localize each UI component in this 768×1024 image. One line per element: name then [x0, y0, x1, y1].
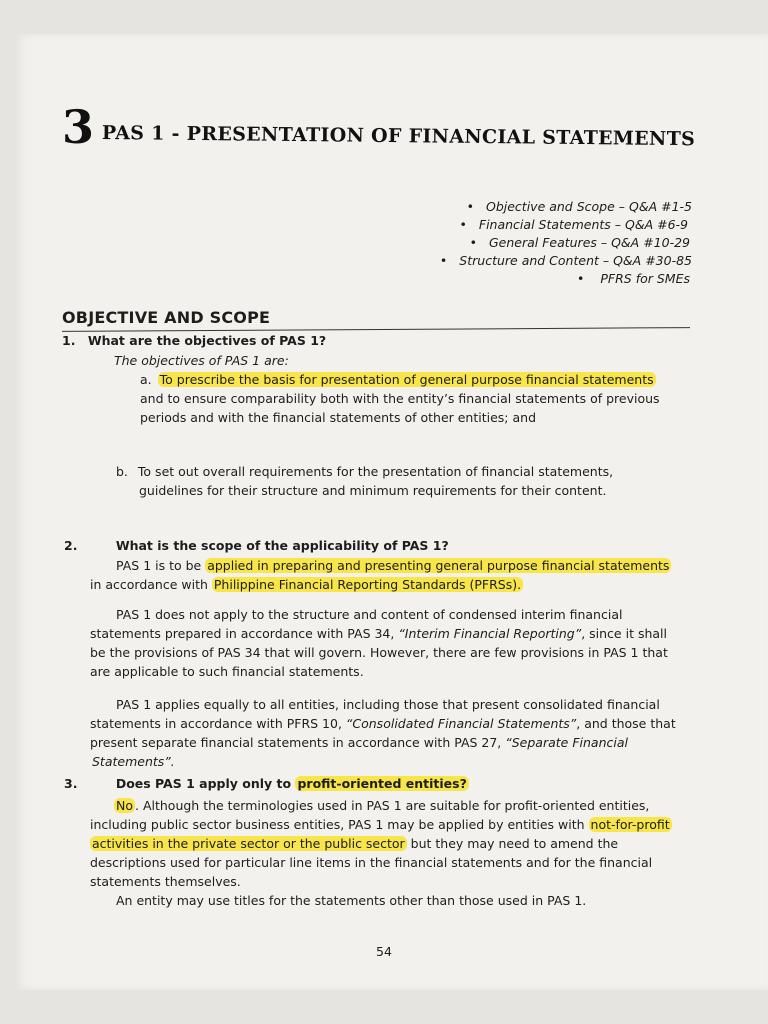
topic-item: • Structure and Content – Q&A #30-85: [439, 253, 692, 268]
item-marker: b.: [116, 464, 128, 479]
bullet-icon: •: [459, 217, 467, 232]
chapter-title: PAS 1 - PRESENTATION OF FINANCIAL STATEMENTS: [101, 122, 696, 151]
paragraph-line: statements themselves.: [90, 874, 241, 889]
chapter-number: 3: [62, 100, 95, 154]
paragraph-line: be the provisions of PAS 34 that will govern. However, there are few provisions in PAS 1 that: [90, 645, 668, 660]
question-1: [62, 333, 326, 348]
answer-item-a-line2: and to ensure comparability both with the entity’s financial statements of previous: [140, 391, 660, 406]
paragraph-line: PAS 1 is to be applied in preparing and presenting general purpose financial statements: [116, 558, 670, 573]
paragraph-line: No . Although the terminologies used in PAS 1 are suitable for profit-oriented entities,: [116, 798, 650, 813]
question-3: [64, 776, 469, 791]
paragraph-line: PAS 1 applies equally to all entities, including those that present consolidated financial: [116, 697, 660, 712]
question-2: [64, 538, 449, 553]
paragraph-line: statements in accordance with PFRS 10, “Consolidated Financial Statements”, and those that: [90, 716, 676, 731]
paragraph-line: statements prepared in accordance with PAS 34, “Interim Financial Reporting”, since it shall: [90, 626, 667, 641]
question-text: What are the objectives of PAS 1?: [87, 333, 327, 348]
paragraph-line: in accordance with Philippine Financial Reporting Standards (PFRSs).: [90, 577, 522, 592]
highlighted-text: To prescribe the basis for presentation of general purpose financial statements: [159, 372, 654, 387]
topic-item: • General Features – Q&A #10-29: [469, 235, 690, 250]
bullet-icon: •: [469, 235, 477, 250]
highlighted-text: activities in the private sector or the public sector: [92, 836, 405, 851]
question-text: What is the scope of the applicability of PAS 1?: [115, 538, 449, 553]
topic-item: • Financial Statements – Q&A #6-9: [459, 217, 688, 232]
item-marker: a.: [140, 372, 152, 387]
question-number: 1.: [62, 333, 76, 348]
bullet-icon: •: [439, 253, 448, 268]
topic-item: • Objective and Scope – Q&A #1-5: [466, 199, 692, 214]
question-text: Does PAS 1 apply only to: [115, 776, 296, 791]
paragraph-line: An entity may use titles for the statements other than those used in PAS 1.: [116, 893, 587, 908]
highlighted-text: No: [116, 798, 133, 813]
bullet-icon: •: [466, 199, 474, 214]
answer-intro: The objectives of PAS 1 are:: [114, 353, 289, 368]
topic-item: • PFRS for SMEs: [577, 271, 690, 286]
answer-item-a: [140, 370, 656, 389]
paragraph-line: Statements”.: [92, 754, 175, 769]
highlighted-text: not-for-profit: [590, 817, 670, 832]
answer-item-b: b. To set out overall requirements for the presentation of financial statements,: [116, 464, 614, 479]
question-number: 3.: [64, 776, 78, 791]
question-number: 2.: [64, 538, 78, 553]
paragraph-line: PAS 1 does not apply to the structure and content of condensed interim financial: [116, 607, 623, 622]
paragraph-line: descriptions used for particular line items in the financial statements and for the financial: [90, 855, 653, 870]
section-heading: OBJECTIVE AND SCOPE: [62, 308, 271, 327]
paragraph-line: present separate financial statements in accordance with PAS 27, “Separate Financial: [90, 735, 628, 750]
highlighted-text: profit-oriented entities?: [297, 776, 467, 791]
highlighted-text: Philippine Financial Reporting Standards (PFRSs).: [213, 577, 522, 592]
answer-item-a-line3: periods and with the financial statements of other entities; and: [140, 410, 537, 425]
paragraph-line: including public sector business entities, PAS 1 may be applied by entities with not-for-profit: [90, 817, 670, 832]
highlighted-text: applied in preparing and presenting general purpose financial statements: [207, 558, 670, 573]
bullet-icon: •: [577, 271, 585, 286]
page-number: 54: [376, 944, 392, 959]
paragraph-line: activities in the private sector or the public sector but they may need to amend the: [92, 836, 619, 851]
paragraph-line: are applicable to such financial statements.: [90, 664, 364, 679]
answer-item-b-line2: guidelines for their structure and minimum requirements for their content.: [139, 483, 607, 498]
chapter-topics-list: [420, 198, 692, 288]
